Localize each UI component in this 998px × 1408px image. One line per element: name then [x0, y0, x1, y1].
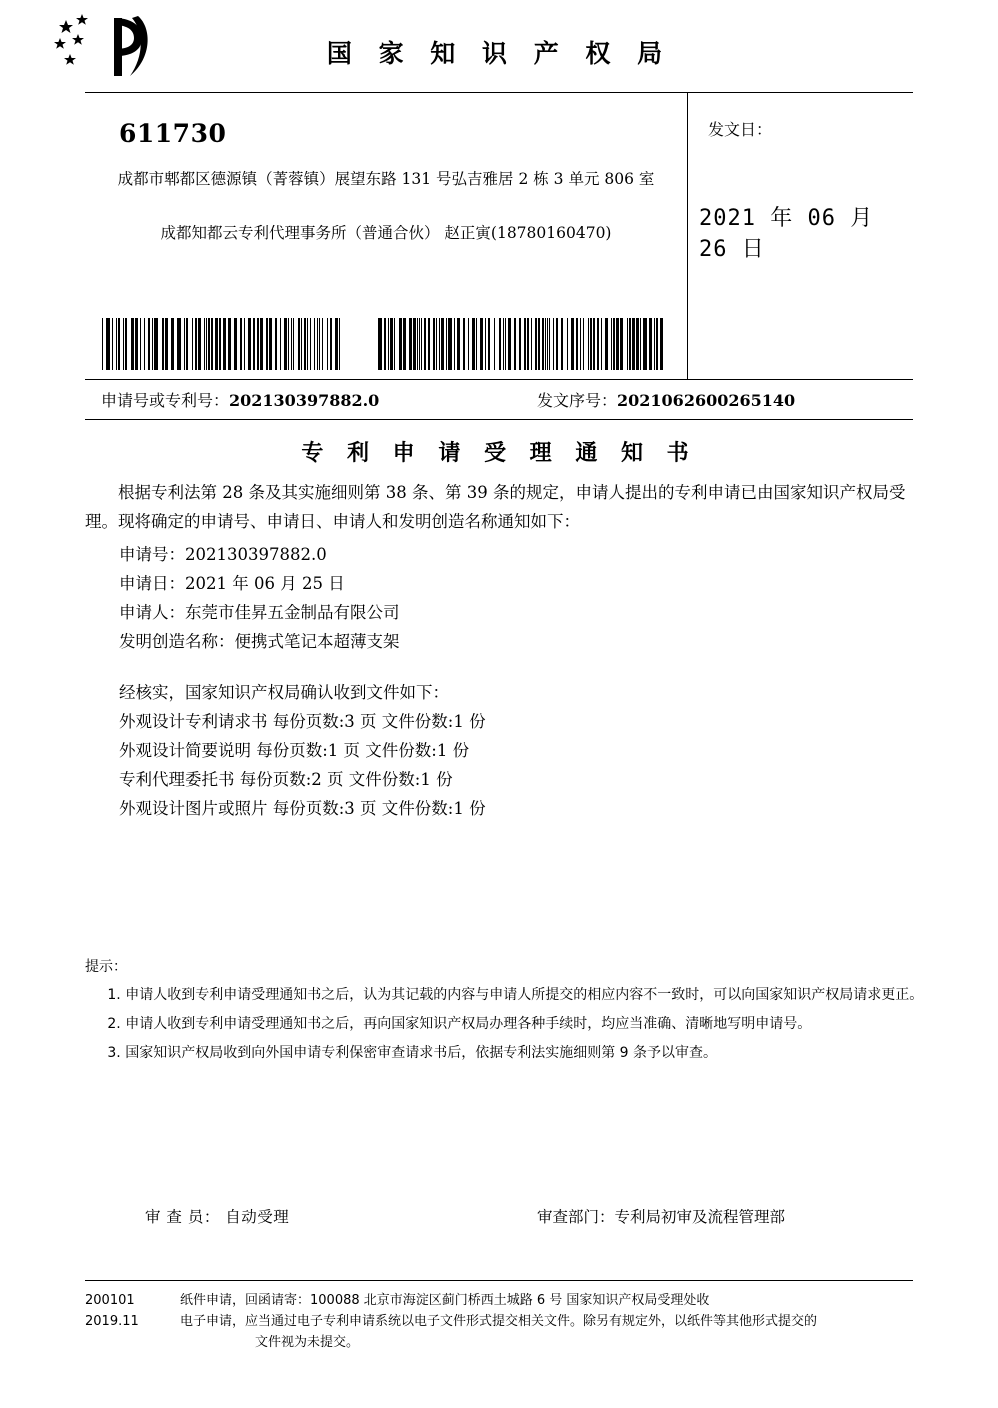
footer-code-1: 200101 [85, 1293, 135, 1308]
sequence-number-field [537, 388, 795, 411]
list-item: 发明创造名称：便携式笔记本超薄支架 [119, 632, 400, 651]
list-item: 外观设计专利请求书 每份页数:3 页 文件份数:1 份 [119, 712, 486, 731]
list-item: 申请人：东莞市佳昇五金制品有限公司 [119, 603, 400, 622]
application-number-label: 申请号或专利号： [101, 391, 230, 410]
department-value: 专利局初审及流程管理部 [614, 1208, 786, 1226]
footer-texts [180, 1290, 920, 1353]
agent-line: 成都知都云专利代理事务所（普通合伙） 赵正寅(18780160470) [160, 224, 612, 242]
page-title: 专 利 申 请 受 理 通 知 书 [301, 440, 697, 466]
footer-code-2: 2019.11 [85, 1314, 139, 1329]
sequence-number-label: 发文序号： [537, 391, 618, 410]
numbers-row [85, 380, 913, 420]
document-header [0, 0, 998, 92]
intro-paragraph: 根据专利法第 28 条及其实施细则第 38 条、第 39 条的规定，申请人提出的专利申请已由国家知识产权局受理。现将确定的申请号、申请日、申请人和发明创造名称通知如下： [85, 483, 906, 531]
registration-number: 611730 [119, 119, 227, 148]
examiner-value: 自动受理 [225, 1208, 290, 1226]
docs-intro: 经核实，国家知识产权局确认收到文件如下： [119, 683, 449, 702]
department-field [537, 1205, 785, 1227]
application-number-field [101, 388, 379, 411]
issue-date-value: 2021 年 06 月 26 日 [699, 206, 874, 262]
tips-list [85, 983, 925, 1066]
list-item: 1. 申请人收到专利申请受理通知书之后，认为其记载的内容与申请人所提交的相应内容不一致时，可以向国家知识产权局请求更正。 [107, 987, 924, 1003]
document-body [85, 478, 913, 823]
examiner-label: 审 查 员： [145, 1208, 220, 1226]
list-item: 申请日：2021 年 06 月 25 日 [119, 574, 345, 593]
footer-codes [85, 1290, 170, 1332]
tips-heading: 提示： [85, 959, 127, 975]
application-number-value: 202130397882.0 [229, 391, 380, 410]
examiner-field [145, 1205, 289, 1227]
footer-line-1: 纸件申请，回函请寄：100088 北京市海淀区蓟门桥西土城路 6 号 国家知识产权局受理处收 [180, 1293, 710, 1308]
barcode-dispatch-sequence [378, 318, 663, 370]
list-item: 3. 国家知识产权局收到向外国申请专利保密审查请求书后，依据专利法实施细则第 9 条予以审查。 [107, 1045, 718, 1061]
spacer [85, 656, 913, 678]
list-item: 外观设计图片或照片 每份页数:3 页 文件份数:1 份 [119, 799, 486, 818]
department-label: 审查部门： [537, 1208, 615, 1226]
recipient-address: 成都市郫都区德源镇（菁蓉镇）展望东路 131 号弘吉雅居 2 栋 3 单元 806 室 [117, 170, 655, 188]
footer-divider [85, 1280, 913, 1281]
footer-line-3: 文件视为未提交。 [255, 1335, 360, 1350]
recipient-box [85, 92, 913, 380]
list-item: 专利代理委托书 每份页数:2 页 文件份数:1 份 [119, 770, 453, 789]
box-divider [687, 93, 688, 379]
issuing-organization-title: 国 家 知 识 产 权 局 [326, 39, 672, 68]
list-item: 2. 申请人收到专利申请受理通知书之后，再向国家知识产权局办理各种手续时，均应当准确、清晰地写明申请号。 [107, 1016, 812, 1032]
list-item: 外观设计简要说明 每份页数:1 页 文件份数:1 份 [119, 741, 470, 760]
sequence-number-value: 2021062600265140 [617, 391, 796, 410]
list-item: 申请号：202130397882.0 [119, 545, 327, 564]
issue-date-label: 发文日： [708, 120, 773, 139]
received-documents-list [85, 678, 913, 823]
barcode-application-number [102, 318, 342, 370]
application-fields-list [85, 540, 913, 656]
tips-section [85, 955, 925, 1070]
footer-line-2: 电子申请，应当通过电子专利申请系统以电子文件形式提交相关文件。除另有规定外，以纸件等其他形式提交的 [180, 1314, 818, 1329]
